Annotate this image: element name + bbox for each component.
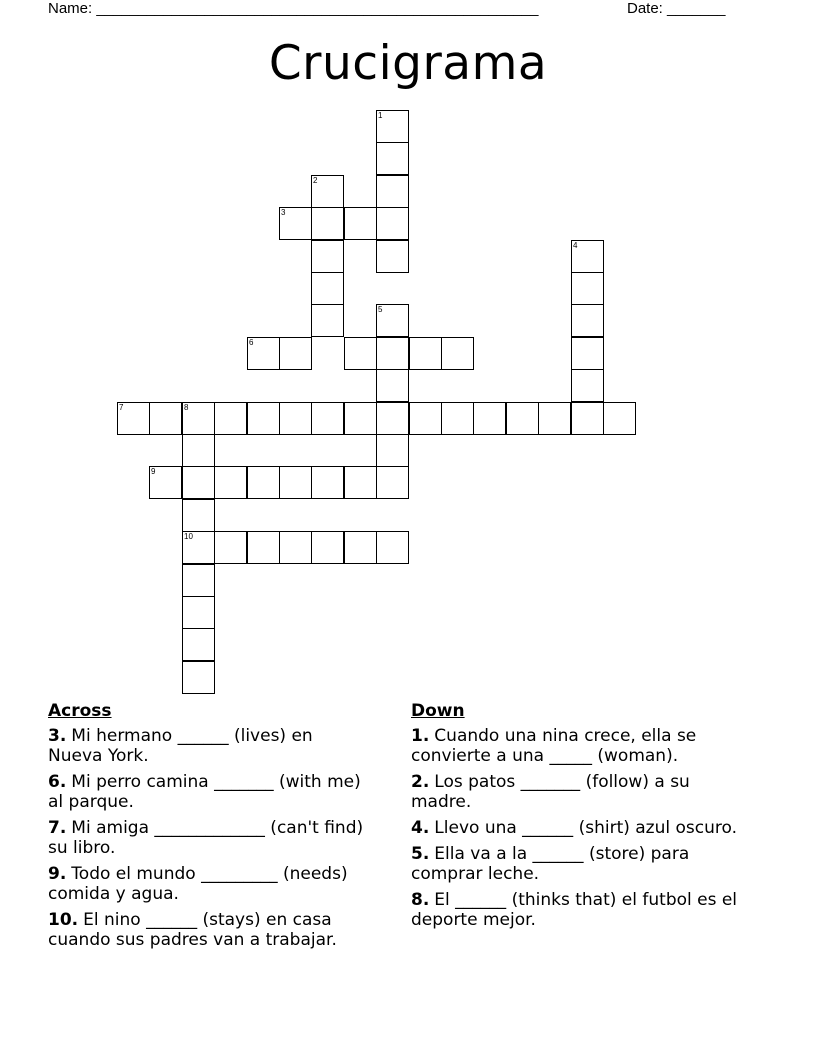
crossword-cell[interactable] [376, 240, 409, 273]
crossword-cell[interactable] [311, 207, 344, 240]
clue-number: 1. [411, 726, 430, 746]
crossword-cell[interactable] [441, 337, 474, 370]
across-clue [48, 818, 368, 858]
crossword-cell[interactable] [571, 369, 604, 402]
crossword-cell[interactable] [279, 531, 312, 564]
crossword-cell[interactable] [247, 466, 280, 499]
down-clue [411, 844, 746, 884]
clue-text: Mi hermano ______ (lives) en Nueva York. [48, 726, 313, 766]
crossword-cell[interactable] [182, 596, 215, 629]
crossword-cell[interactable] [182, 661, 215, 694]
clue-number-label: 8 [184, 403, 189, 412]
crossword-cell[interactable] [571, 272, 604, 305]
crossword-cell[interactable] [344, 207, 377, 240]
crossword-cell[interactable] [376, 142, 409, 175]
clue-text: El ______ (thinks that) el futbol es el deporte mejor. [411, 890, 738, 930]
crossword-cell[interactable] [182, 628, 215, 661]
date-line: Date: _______ [627, 0, 726, 17]
crossword-cell[interactable] [603, 402, 636, 435]
clue-number-label: 3 [281, 208, 286, 217]
crossword-cell[interactable] [311, 304, 344, 337]
clue-number: 2. [411, 772, 430, 792]
clue-text: Todo el mundo _________ (needs) comida y agua. [48, 864, 348, 904]
down-heading: Down [411, 701, 465, 721]
crossword-cell[interactable] [311, 272, 344, 305]
clue-text: Mi perro camina _______ (with me) al parque. [48, 772, 361, 812]
clue-number: 10. [48, 910, 79, 930]
crossword-cell[interactable] [279, 466, 312, 499]
across-clue [48, 910, 368, 950]
crossword-cell[interactable] [376, 434, 409, 467]
crossword-cell[interactable] [247, 531, 280, 564]
crossword-cell[interactable] [376, 337, 409, 370]
down-clue [411, 772, 746, 812]
crossword-cell[interactable] [214, 402, 247, 435]
crossword-cell[interactable] [149, 466, 182, 499]
clue-text: Ella va a la ______ (store) para comprar leche. [411, 844, 690, 884]
crossword-cell[interactable] [149, 402, 182, 435]
crossword-cell[interactable] [182, 434, 215, 467]
crossword-cell[interactable] [376, 175, 409, 208]
crossword-cell[interactable] [311, 402, 344, 435]
crossword-cell[interactable] [344, 402, 377, 435]
across-heading: Across [48, 701, 112, 721]
across-clue [48, 864, 368, 904]
across-clue [48, 772, 368, 812]
clue-number-label: 6 [249, 338, 254, 347]
name-line: Name: _____________________________________________________ [48, 0, 539, 17]
clue-text: Los patos _______ (follow) a su madre. [411, 772, 690, 812]
clue-number-label: 7 [119, 403, 124, 412]
crossword-cell[interactable] [376, 207, 409, 240]
clue-number: 9. [48, 864, 67, 884]
crossword-cell[interactable] [311, 466, 344, 499]
clue-number: 4. [411, 818, 430, 838]
crossword-cell[interactable] [344, 337, 377, 370]
clue-number-label: 9 [151, 467, 156, 476]
clue-number: 3. [48, 726, 67, 746]
crossword-cell[interactable] [571, 337, 604, 370]
crossword-cell[interactable] [441, 402, 474, 435]
page-title: Crucigrama [268, 36, 548, 91]
crossword-cell[interactable] [279, 402, 312, 435]
clue-number: 7. [48, 818, 67, 838]
crossword-cell[interactable] [344, 531, 377, 564]
crossword-cell[interactable] [409, 402, 442, 435]
crossword-cell[interactable] [311, 531, 344, 564]
clue-number-label: 2 [313, 176, 318, 185]
crossword-cell[interactable] [182, 531, 215, 564]
clue-number-label: 10 [184, 532, 193, 541]
crossword-cell[interactable] [538, 402, 571, 435]
clue-number-label: 5 [378, 305, 383, 314]
crossword-cell[interactable] [182, 466, 215, 499]
crossword-cell[interactable] [247, 402, 280, 435]
clue-number-label: 1 [378, 111, 383, 120]
clue-number-label: 4 [573, 241, 578, 250]
crossword-cell[interactable] [117, 402, 150, 435]
crossword-cell[interactable] [247, 337, 280, 370]
crossword-cell[interactable] [182, 564, 215, 597]
crossword-cell[interactable] [376, 304, 409, 337]
clue-text: El nino ______ (stays) en casa cuando sus padres van a trabajar. [48, 910, 337, 950]
crossword-cell[interactable] [376, 531, 409, 564]
crossword-cell[interactable] [571, 402, 604, 435]
clue-text: Llevo una ______ (shirt) azul oscuro. [434, 818, 738, 838]
crossword-cell[interactable] [279, 207, 312, 240]
across-clue [48, 726, 368, 766]
crossword-cell[interactable] [409, 337, 442, 370]
down-clue [411, 726, 746, 766]
crossword-cell[interactable] [311, 240, 344, 273]
crossword-cell[interactable] [214, 466, 247, 499]
crossword-cell[interactable] [344, 466, 377, 499]
crossword-cell[interactable] [571, 240, 604, 273]
crossword-cell[interactable] [311, 175, 344, 208]
clue-text: Cuando una nina crece, ella se convierte a una _____ (woman). [411, 726, 697, 766]
crossword-cell[interactable] [506, 402, 539, 435]
crossword-cell[interactable] [182, 499, 215, 532]
down-clue [411, 818, 746, 838]
clue-number: 5. [411, 844, 430, 864]
crossword-cell[interactable] [376, 402, 409, 435]
crossword-cell[interactable] [376, 369, 409, 402]
clue-number: 6. [48, 772, 67, 792]
down-clues [411, 701, 746, 936]
crossword-cell[interactable] [279, 337, 312, 370]
crossword-cell[interactable] [376, 466, 409, 499]
down-clue [411, 890, 746, 930]
crossword-cell[interactable] [376, 110, 409, 143]
across-clues [48, 701, 368, 956]
crossword-cell[interactable] [214, 531, 247, 564]
clue-number: 8. [411, 890, 430, 910]
clue-text: Mi amiga _____________ (can't find) su libro. [48, 818, 364, 858]
crossword-cell[interactable] [182, 402, 215, 435]
crossword-cell[interactable] [571, 304, 604, 337]
crossword-cell[interactable] [473, 402, 506, 435]
